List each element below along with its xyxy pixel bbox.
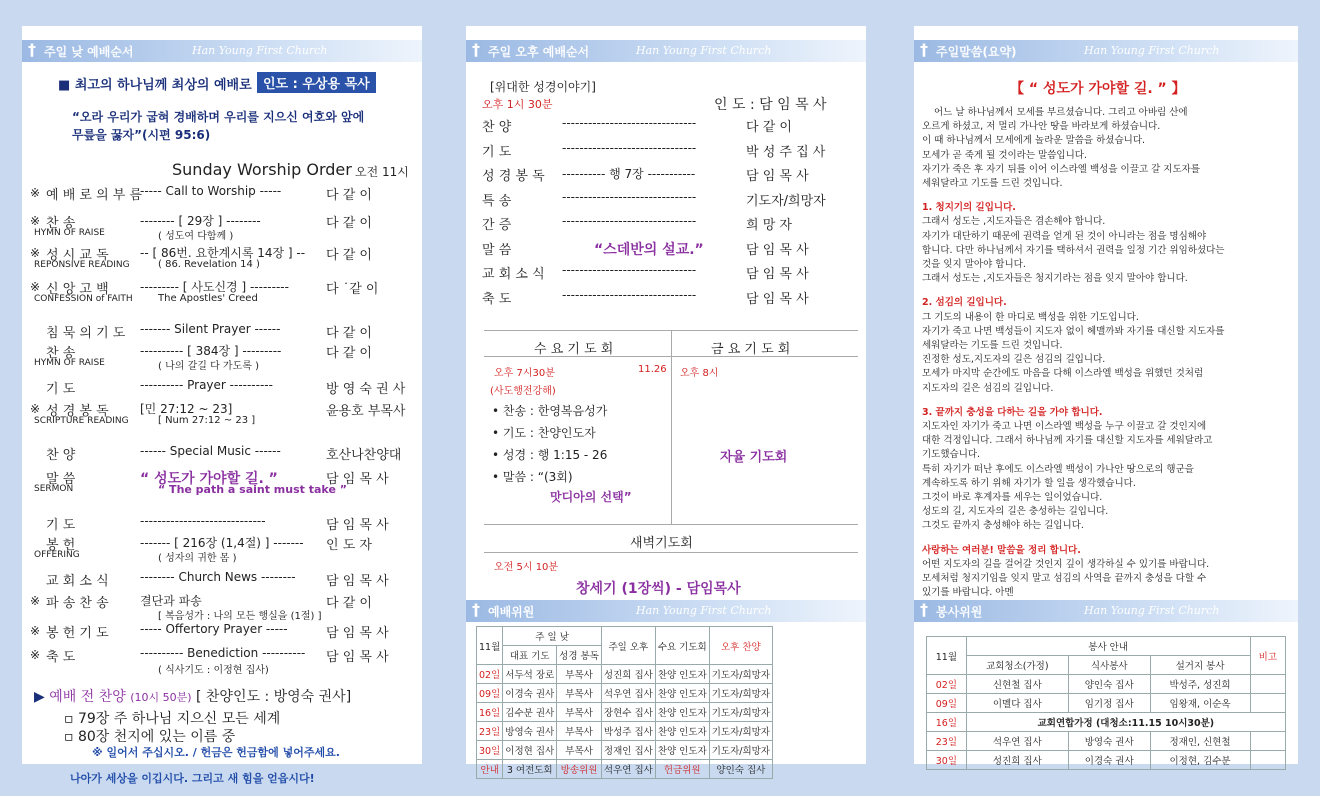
order-leader: 방 영 숙 권 사 <box>326 382 406 397</box>
roster-cell: 방영숙 권사 <box>1068 732 1150 751</box>
order-leader: 담 임 목 사 <box>746 169 809 184</box>
wednesday-item: • 기도 : 찬양인도자 <box>492 426 596 440</box>
order-leader: 희 망 자 <box>746 218 792 233</box>
order-leader: 다 같 이 <box>326 216 372 231</box>
roster-col-sub: 설거지 봉사 <box>1150 656 1250 675</box>
pre-song: 79장 주 하나님 지으신 모든 세계 <box>77 711 281 727</box>
order-detail-sub: ( 성자의 귀한 몸 ) <box>158 553 237 564</box>
order-detail: ---------- Prayer ---------- <box>140 378 273 392</box>
roster-month: 11월 <box>477 627 503 665</box>
order-leader: 담 임 목 사 <box>326 518 389 533</box>
order-label: 찬 송 <box>46 346 76 361</box>
order-detail-sub: The Apostles' Creed <box>158 293 258 304</box>
order-leader: 다 같 이 <box>326 596 372 611</box>
order-leader: 박 성 주 집 사 <box>746 144 826 160</box>
sermon-line: 특히 자기가 떠난 후에도 이스라엘 백성이 가나안 땅으로의 행군을 <box>922 463 1194 475</box>
order-label: 신 앙 고 백 <box>46 282 109 297</box>
order-leader: 담 임 목 사 <box>746 291 809 307</box>
order-label: 기 도 <box>46 518 76 533</box>
roster-cell: 부목사 <box>557 684 602 703</box>
sermon-summary-panel <box>914 26 1298 767</box>
roster-cell: 3 여전도회 <box>503 760 557 779</box>
order-label-en: SCRIPTURE READING <box>34 416 129 426</box>
order-detail: [민 27:12 ~ 23] <box>140 402 233 416</box>
roster-cell: 헌금위원 <box>655 760 709 779</box>
order-detail-sub: [ Num 27:12 ~ 23 ] <box>158 415 256 426</box>
roster-cell <box>1250 675 1285 694</box>
roster-cell: 기도자/희망자 <box>709 741 772 760</box>
order-label: 봉 헌 기 도 <box>46 626 109 641</box>
sermon-line: 오르게 하셨고, 저 멀리 가나안 땅을 바라보게 하셨습니다. <box>922 121 1161 133</box>
order-label: 기 도 <box>482 144 512 160</box>
table-row <box>477 760 773 779</box>
order-label: 파 송 찬 송 <box>46 596 109 611</box>
order-detail-sub: [ 복음성가 : 나의 모든 행실을 (1절) ] <box>158 611 322 622</box>
roster-cell: 부목사 <box>557 665 602 684</box>
roster-cell: 장현수 집사 <box>601 703 655 722</box>
order-label: 찬 양 <box>482 120 512 135</box>
table-row <box>927 675 1286 694</box>
roster-cell <box>1250 751 1285 770</box>
roster-cell: 양인숙 집사 <box>1068 675 1150 694</box>
roster-cell: 서두석 장로 <box>503 665 557 684</box>
roster-cell: 이경숙 권사 <box>1068 751 1150 770</box>
order-label: 기 도 <box>46 382 76 397</box>
order-detail: ------- [ 216장 (1,4절) ] ------- <box>140 536 304 550</box>
roster-cell: 이경숙 권사 <box>503 684 557 703</box>
sermon-line: 그것이 바로 후계자를 세우는 일이었습니다. <box>922 492 1103 504</box>
order-label: 교 회 소 식 <box>482 267 545 282</box>
notice: ※ 일어서 주십시오. / 헌금은 헌금함에 넣어주세요. <box>92 746 340 759</box>
required-mark: ※ <box>30 280 41 294</box>
roster-date: 23일 <box>927 732 967 751</box>
table-row <box>927 713 1286 732</box>
order-leader: 호산나찬양대 <box>326 448 402 463</box>
friday-title: 금 요 기 도 회 <box>711 342 791 357</box>
order-leader: 다 같 이 <box>326 248 372 263</box>
sermon-spacer <box>922 286 1292 296</box>
roster-cell: 교회연합가정 (대청소:11.15 10시30분) <box>966 713 1285 732</box>
dawn-title: 새벽기도회 <box>630 536 693 551</box>
table-row <box>477 722 773 741</box>
roster-cell: 찬양 인도자 <box>655 722 709 741</box>
roster-cell: 임기정 집사 <box>1068 694 1150 713</box>
header-title: 주일 오후 예배순서 <box>488 45 590 59</box>
order-label: 찬 양 <box>46 448 76 463</box>
table-row <box>477 741 773 760</box>
order-detail: ------------------------------- <box>562 287 697 302</box>
sermon-line: 그래서 성도는 ,지도자들은 청지기라는 점을 잊지 말아야 합니다. <box>922 273 1188 285</box>
sermon-line: 어떤 지도자의 길을 걸어갈 것인지 깊이 생각하실 수 있기를 바랍니다. <box>922 558 1210 570</box>
roster-col-sub: 대표 기도 <box>503 646 557 665</box>
header-title: 주일말씀(요약) <box>936 45 1017 59</box>
roster-title: 봉사위원 <box>936 605 983 619</box>
order-label: 성 경 봉 독 <box>482 169 545 184</box>
volunteer-roster-table <box>926 636 1286 770</box>
order-detail-sub: ( 86. Revelation 14 ) <box>158 259 260 270</box>
order-detail: ------------------------------- <box>562 140 697 155</box>
theme-label: 최고의 하나님께 최상의 예배로 <box>74 78 252 93</box>
roster-col-head: 주일 오후 <box>601 627 655 665</box>
order-leader: 다 같 이 <box>326 346 372 361</box>
roster-date: 16일 <box>927 713 967 732</box>
roster-col-head: 주 일 낮 <box>503 627 602 646</box>
header-church-name: Han Young First Church <box>1084 44 1220 57</box>
panel-header <box>466 40 866 62</box>
order-label: 간 증 <box>482 218 512 233</box>
order-label: 특 송 <box>482 193 512 209</box>
order-label: 찬 송 <box>46 216 76 231</box>
dawn-body: 창세기 (1장씩) - 담임목사 <box>576 581 741 597</box>
roster-cell: 방송위원 <box>557 760 602 779</box>
sermon-line: 자기가 대단하기 때문에 권력을 얻게 된 것이 아니라는 점을 명심해야 <box>922 230 1207 242</box>
table-row <box>477 684 773 703</box>
roster-col-head: 오후 찬양 <box>709 627 772 665</box>
roster-cell: 임왕재, 이순옥 <box>1150 694 1250 713</box>
order-leader: 기도자/희망자 <box>746 193 826 209</box>
required-mark: ※ <box>30 648 41 662</box>
sermon-line: 모세가 마지막 순간에도 마음을 다해 이스라엘 백성을 위했던 것처럼 <box>922 368 1204 380</box>
roster-cell: 부목사 <box>557 722 602 741</box>
sermon-line: 대한 걱정입니다. 그래서 하나님께 자기를 대신할 지도자를 세워달라고 <box>922 435 1213 447</box>
order-detail: -- [ 86번. 요한계시록 14장 ] -- <box>140 246 306 260</box>
roster-date: 30일 <box>477 741 503 760</box>
header-title: 주일 낮 예배순서 <box>44 45 134 59</box>
wednesday-sermon: 맛디아의 선택” <box>550 490 632 504</box>
required-mark: ※ <box>30 594 41 608</box>
roster-date: 23일 <box>477 722 503 741</box>
roster-cell: 찬양 인도자 <box>655 703 709 722</box>
sermon-line: 자기가 죽고 나면 백성들이 지도자 없이 헤맬까봐 자기를 대신할 지도자를 <box>922 325 1225 337</box>
roster-cell <box>1250 694 1285 713</box>
sermon-line: 모세가 곧 죽게 될 것이라는 말씀입니다. <box>922 149 1087 161</box>
roster-col-sub: 성경 봉독 <box>557 646 602 665</box>
roster-title: 예배위원 <box>488 605 535 619</box>
roster-col-head: 봉사 안내 <box>966 637 1250 656</box>
divider <box>484 524 858 525</box>
order-label: 말 씀 <box>482 242 512 258</box>
roster-cell: 정재인 집사 <box>601 741 655 760</box>
sermon-section-head: 사랑하는 여러분! 말씀을 정리 합니다. <box>922 544 1081 556</box>
order-detail-sub: ( 성도여 다함께 ) <box>158 231 234 242</box>
required-mark: ※ <box>30 186 41 200</box>
order-detail: ---------- Benediction ---------- <box>140 646 306 660</box>
order-detail: ------ Special Music ------ <box>140 444 281 458</box>
roster-date: 09일 <box>477 684 503 703</box>
afternoon-service-panel <box>466 26 866 776</box>
pre-service-time: (10시 50분) <box>130 691 192 704</box>
roster-cell: 찬양 인도자 <box>655 665 709 684</box>
list-bullet-icon: ▫ <box>64 729 74 745</box>
order-leader: 다 ˙같 이 <box>326 282 379 297</box>
order-leader: 담 임 목 사 <box>746 267 809 282</box>
order-label: 성 시 교 독 <box>46 248 109 263</box>
wednesday-title: 수 요 기 도 회 <box>534 342 614 357</box>
header-church-name: Han Young First Church <box>636 44 772 57</box>
cross-icon: † <box>920 600 928 619</box>
order-label-en: HYMN OF RAISE <box>34 228 105 238</box>
wednesday-note: (사도행전강해) <box>490 386 556 397</box>
roster-cell: 석우연 집사 <box>601 684 655 703</box>
roster-month: 11월 <box>927 637 967 675</box>
roster-cell: 박성주 집사 <box>601 722 655 741</box>
sermon-section-head: 3. 끝까지 충성을 다하는 길을 가야 합니다. <box>922 406 1103 418</box>
order-label: 말 씀 <box>46 472 76 487</box>
sermon-line: 그것도 끝까지 충성해야 하는 길입니다. <box>922 520 1084 532</box>
roster-col-sub: 교회청소(가정) <box>966 656 1068 675</box>
roster-cell: 부목사 <box>557 703 602 722</box>
cross-icon: † <box>472 40 480 59</box>
roster-cell: 석우연 집사 <box>966 732 1068 751</box>
order-leader: 윤용호 부목사 <box>326 404 406 419</box>
order-detail-sub: ( 식사기도 : 이정현 집사) <box>158 665 269 676</box>
afternoon-time: 오후 1시 30분 <box>482 98 553 111</box>
cross-icon: † <box>920 40 928 59</box>
roster-cell: 부목사 <box>557 741 602 760</box>
order-detail: ----- Offertory Prayer ----- <box>140 622 288 636</box>
header-church-name: Han Young First Church <box>192 44 328 57</box>
service-roster-table <box>476 626 773 779</box>
roster-cell: 기도자/희망자 <box>709 684 772 703</box>
divider <box>671 330 672 524</box>
order-time: 오전 11시 <box>355 165 409 179</box>
wednesday-item: • 찬송 : 한영복음성가 <box>492 404 608 418</box>
order-label-en: REPONSIVE READING <box>34 260 130 270</box>
order-detail: “스데반의 설교.” <box>594 241 704 258</box>
order-leader: 다 같 이 <box>326 326 372 341</box>
roster-cell: 안내 <box>477 760 503 779</box>
order-label-en: OFFERING <box>34 550 80 560</box>
pre-service-leader: [ 찬양인도 : 방영숙 권사] <box>196 689 352 705</box>
order-detail: ------------------------------- <box>562 214 697 228</box>
leader-badge: 인도 : 우상용 목사 <box>257 72 376 93</box>
afternoon-leader: 인 도 : 담 임 목 사 <box>714 97 827 113</box>
roster-cell: 김수분 권사 <box>503 703 557 722</box>
order-label: 축 도 <box>46 650 76 665</box>
panel-header <box>22 40 422 62</box>
roster-date: 02일 <box>927 675 967 694</box>
roster-date: 16일 <box>477 703 503 722</box>
roster-cell: 석우연 집사 <box>601 760 655 779</box>
sermon-spacer <box>922 534 1292 544</box>
required-mark: ※ <box>30 246 41 260</box>
order-detail: ----- Call to Worship ----- <box>140 184 282 198</box>
roster-date: 02일 <box>477 665 503 684</box>
cross-icon: † <box>472 600 480 619</box>
table-row <box>927 751 1286 770</box>
sermon-line: 있기를 바랍니다. 아멘 <box>922 587 1014 599</box>
order-detail: ------------------------------- <box>562 263 697 277</box>
roster-cell: 성진희 집사 <box>601 665 655 684</box>
roster-cell: 찬양 인도자 <box>655 684 709 703</box>
sermon-line: 합니다. 다만 하나님께서 자기를 택하셔서 권력을 일정 기간 위임하셨다는 <box>922 244 1225 256</box>
afternoon-subtitle: [위대한 성경이야기] <box>490 80 596 94</box>
divider <box>484 552 858 553</box>
roster-cell: 방영숙 권사 <box>503 722 557 741</box>
order-leader: 담 임 목 사 <box>326 472 389 487</box>
pre-service-title: 예배 전 찬양 <box>49 689 126 705</box>
sermon-section-head: 1. 청지기의 길입니다. <box>922 202 1016 214</box>
order-title: Sunday Worship Order <box>172 160 352 179</box>
friday-body: 자율 기도회 <box>720 450 788 465</box>
order-detail: ------------------------------- <box>562 116 697 130</box>
sermon-spacer <box>922 396 1292 406</box>
roster-col-head: 수요 기도회 <box>655 627 709 665</box>
order-leader: 담 임 목 사 <box>746 242 809 258</box>
roster-col-head: 비고 <box>1250 637 1285 675</box>
sermon-line: 지도자인 자기가 죽고 나면 이스라엘 백성을 누구 이끌고 갈 것인지에 <box>922 421 1207 433</box>
roster-cell: 양인숙 집사 <box>709 760 772 779</box>
order-label: 봉 헌 <box>46 538 76 553</box>
sermon-line: 모세처럼 청지기임을 잊지 말고 섬김의 사역을 끝까지 충성을 다할 수 <box>922 573 1207 585</box>
order-label: 교 회 소 식 <box>46 574 109 589</box>
dawn-time: 오전 5시 10분 <box>494 562 559 573</box>
roster-header <box>914 600 1298 622</box>
roster-cell: 기도자/희망자 <box>709 722 772 741</box>
order-label-en: CONFESSION of FAITH <box>34 294 133 304</box>
roster-header <box>466 600 866 622</box>
sermon-line: 진정한 성도,지도자의 길은 섬김의 길입니다. <box>922 354 1106 366</box>
required-mark: ※ <box>30 402 41 416</box>
sermon-line: 것을 잊지 말아야 합니다. <box>922 259 1026 271</box>
order-detail: --------- [ 사도신경 ] --------- <box>140 280 289 294</box>
sermon-line: 이 때 하나님께서 모세에게 놀라운 말씀을 하셨습니다. <box>922 135 1146 147</box>
opening-verse: “오라 우리가 굽혀 경배하며 우리를 지으신 여호와 앞에 <box>72 110 365 124</box>
table-row <box>927 732 1286 751</box>
order-detail: -------- Church News -------- <box>140 570 296 584</box>
sermon-line: 기도했습니다. <box>922 449 981 461</box>
wednesday-item: • 말씀 : “(3회) <box>492 470 573 484</box>
roster-cell <box>1250 732 1285 751</box>
order-label: 축 도 <box>482 291 512 307</box>
order-detail: ------- Silent Prayer ------ <box>140 322 281 336</box>
order-leader: 담 임 목 사 <box>326 626 389 641</box>
order-detail: ------------------------------- <box>562 189 697 204</box>
table-row <box>927 694 1286 713</box>
wednesday-item: • 성경 : 행 1:15 - 26 <box>492 448 608 462</box>
list-bullet-icon: ▫ <box>64 711 74 727</box>
sermon-line: 그래서 성도는 ,지도자들은 겸손해야 합니다. <box>922 216 1106 228</box>
order-label: 예 배 로 의 부 름 <box>46 188 143 203</box>
roster-cell: 기도자/희망자 <box>709 665 772 684</box>
order-label: 침 묵 의 기 도 <box>46 326 126 341</box>
sermon-line: 계속하도록 하기 위해 자기가 할 일을 생각했습니다. <box>922 477 1136 489</box>
roster-cell: 이정현 집사 <box>503 741 557 760</box>
sermon-line: 성도의 길, 지도자의 길은 충성하는 길입니다. <box>922 506 1109 518</box>
roster-date: 09일 <box>927 694 967 713</box>
required-mark: ※ <box>30 214 41 228</box>
order-detail: ---------- 행 7장 ----------- <box>562 167 696 181</box>
morning-service-panel <box>22 26 422 764</box>
roster-cell: 신현철 집사 <box>966 675 1068 694</box>
order-detail-sub: ( 나의 갈길 다 가도록 ) <box>158 361 259 372</box>
order-leader: 담 임 목 사 <box>326 574 389 589</box>
sermon-spacer <box>922 191 1292 201</box>
order-leader: 다 같 이 <box>746 120 792 135</box>
wednesday-date: 11.26 <box>638 364 667 375</box>
friday-time: 오후 8시 <box>680 368 719 379</box>
table-row <box>477 665 773 684</box>
panel-header <box>914 40 1298 62</box>
sermon-line: 세워달라는 기도를 드린 것입니다. <box>922 340 1063 352</box>
roster-cell: 기도자/희망자 <box>709 703 772 722</box>
sermon-body <box>922 106 1292 601</box>
sermon-section-head: 2. 섬김의 길입니다. <box>922 297 1007 309</box>
table-row <box>477 703 773 722</box>
order-leader: 담 임 목 사 <box>326 650 389 665</box>
sermon-title: 【 “ 성도가 가야할 길. ” 】 <box>1010 81 1186 97</box>
order-label-en: HYMN OF RAISE <box>34 358 105 368</box>
roster-cell: 이정현, 김수분 <box>1150 751 1250 770</box>
sermon-line: 자기가 죽은 후 자기 뒤를 이어 이스라엘 백성을 이끌고 갈 지도자를 <box>922 163 1200 175</box>
opening-verse-ref: 무릎을 꿇자”(시편 95:6) <box>72 128 211 142</box>
pre-song: 80장 천지에 있는 이름 중 <box>77 729 236 745</box>
roster-cell: 정재인, 신현철 <box>1150 732 1250 751</box>
square-bullet-icon: ■ <box>58 78 71 93</box>
roster-cell: 성진희 집사 <box>966 751 1068 770</box>
play-icon: ▶ <box>34 689 45 705</box>
roster-cell: 박성주, 성진희 <box>1150 675 1250 694</box>
order-detail: “ 성도가 가야할 길. ” <box>140 471 278 487</box>
order-detail: ---------- [ 384장 ] --------- <box>140 344 282 358</box>
order-label-en: SERMON <box>34 484 74 494</box>
order-leader: 다 같 이 <box>326 188 372 203</box>
cross-icon: † <box>28 40 36 59</box>
sermon-line: 어느 날 하나님께서 모세를 부르셨습니다. 그리고 아바림 산에 <box>934 107 1188 118</box>
roster-date: 30일 <box>927 751 967 770</box>
order-label: 성 경 봉 독 <box>46 404 109 419</box>
sermon-line: 세워달라고 기도를 드린 것입니다. <box>922 178 1063 190</box>
order-detail-sub: “ The path a saint must take ” <box>158 483 347 496</box>
sermon-line: 그 기도의 내용이 한 마디로 백성을 위한 기도입니다. <box>922 311 1139 323</box>
footer-slogan: 나아가 세상을 이깁시다. 그리고 새 힘을 얻읍시다! <box>70 772 315 785</box>
roster-church-name: Han Young First Church <box>1084 604 1220 617</box>
wednesday-time: 오후 7시30분 <box>494 368 555 379</box>
roster-cell: 이멜다 집사 <box>966 694 1068 713</box>
order-leader: 인 도 자 <box>326 538 372 553</box>
order-detail: 결단과 파송 <box>140 594 202 608</box>
roster-col-sub: 식사봉사 <box>1068 656 1150 675</box>
order-detail: ----------------------------- <box>140 514 266 528</box>
roster-church-name: Han Young First Church <box>636 604 772 617</box>
roster-cell: 찬양 인도자 <box>655 741 709 760</box>
sermon-line: 지도자의 길은 섬김의 길입니다. <box>922 382 1054 394</box>
required-mark: ※ <box>30 624 41 638</box>
order-detail: -------- [ 29장 ] -------- <box>140 214 261 228</box>
